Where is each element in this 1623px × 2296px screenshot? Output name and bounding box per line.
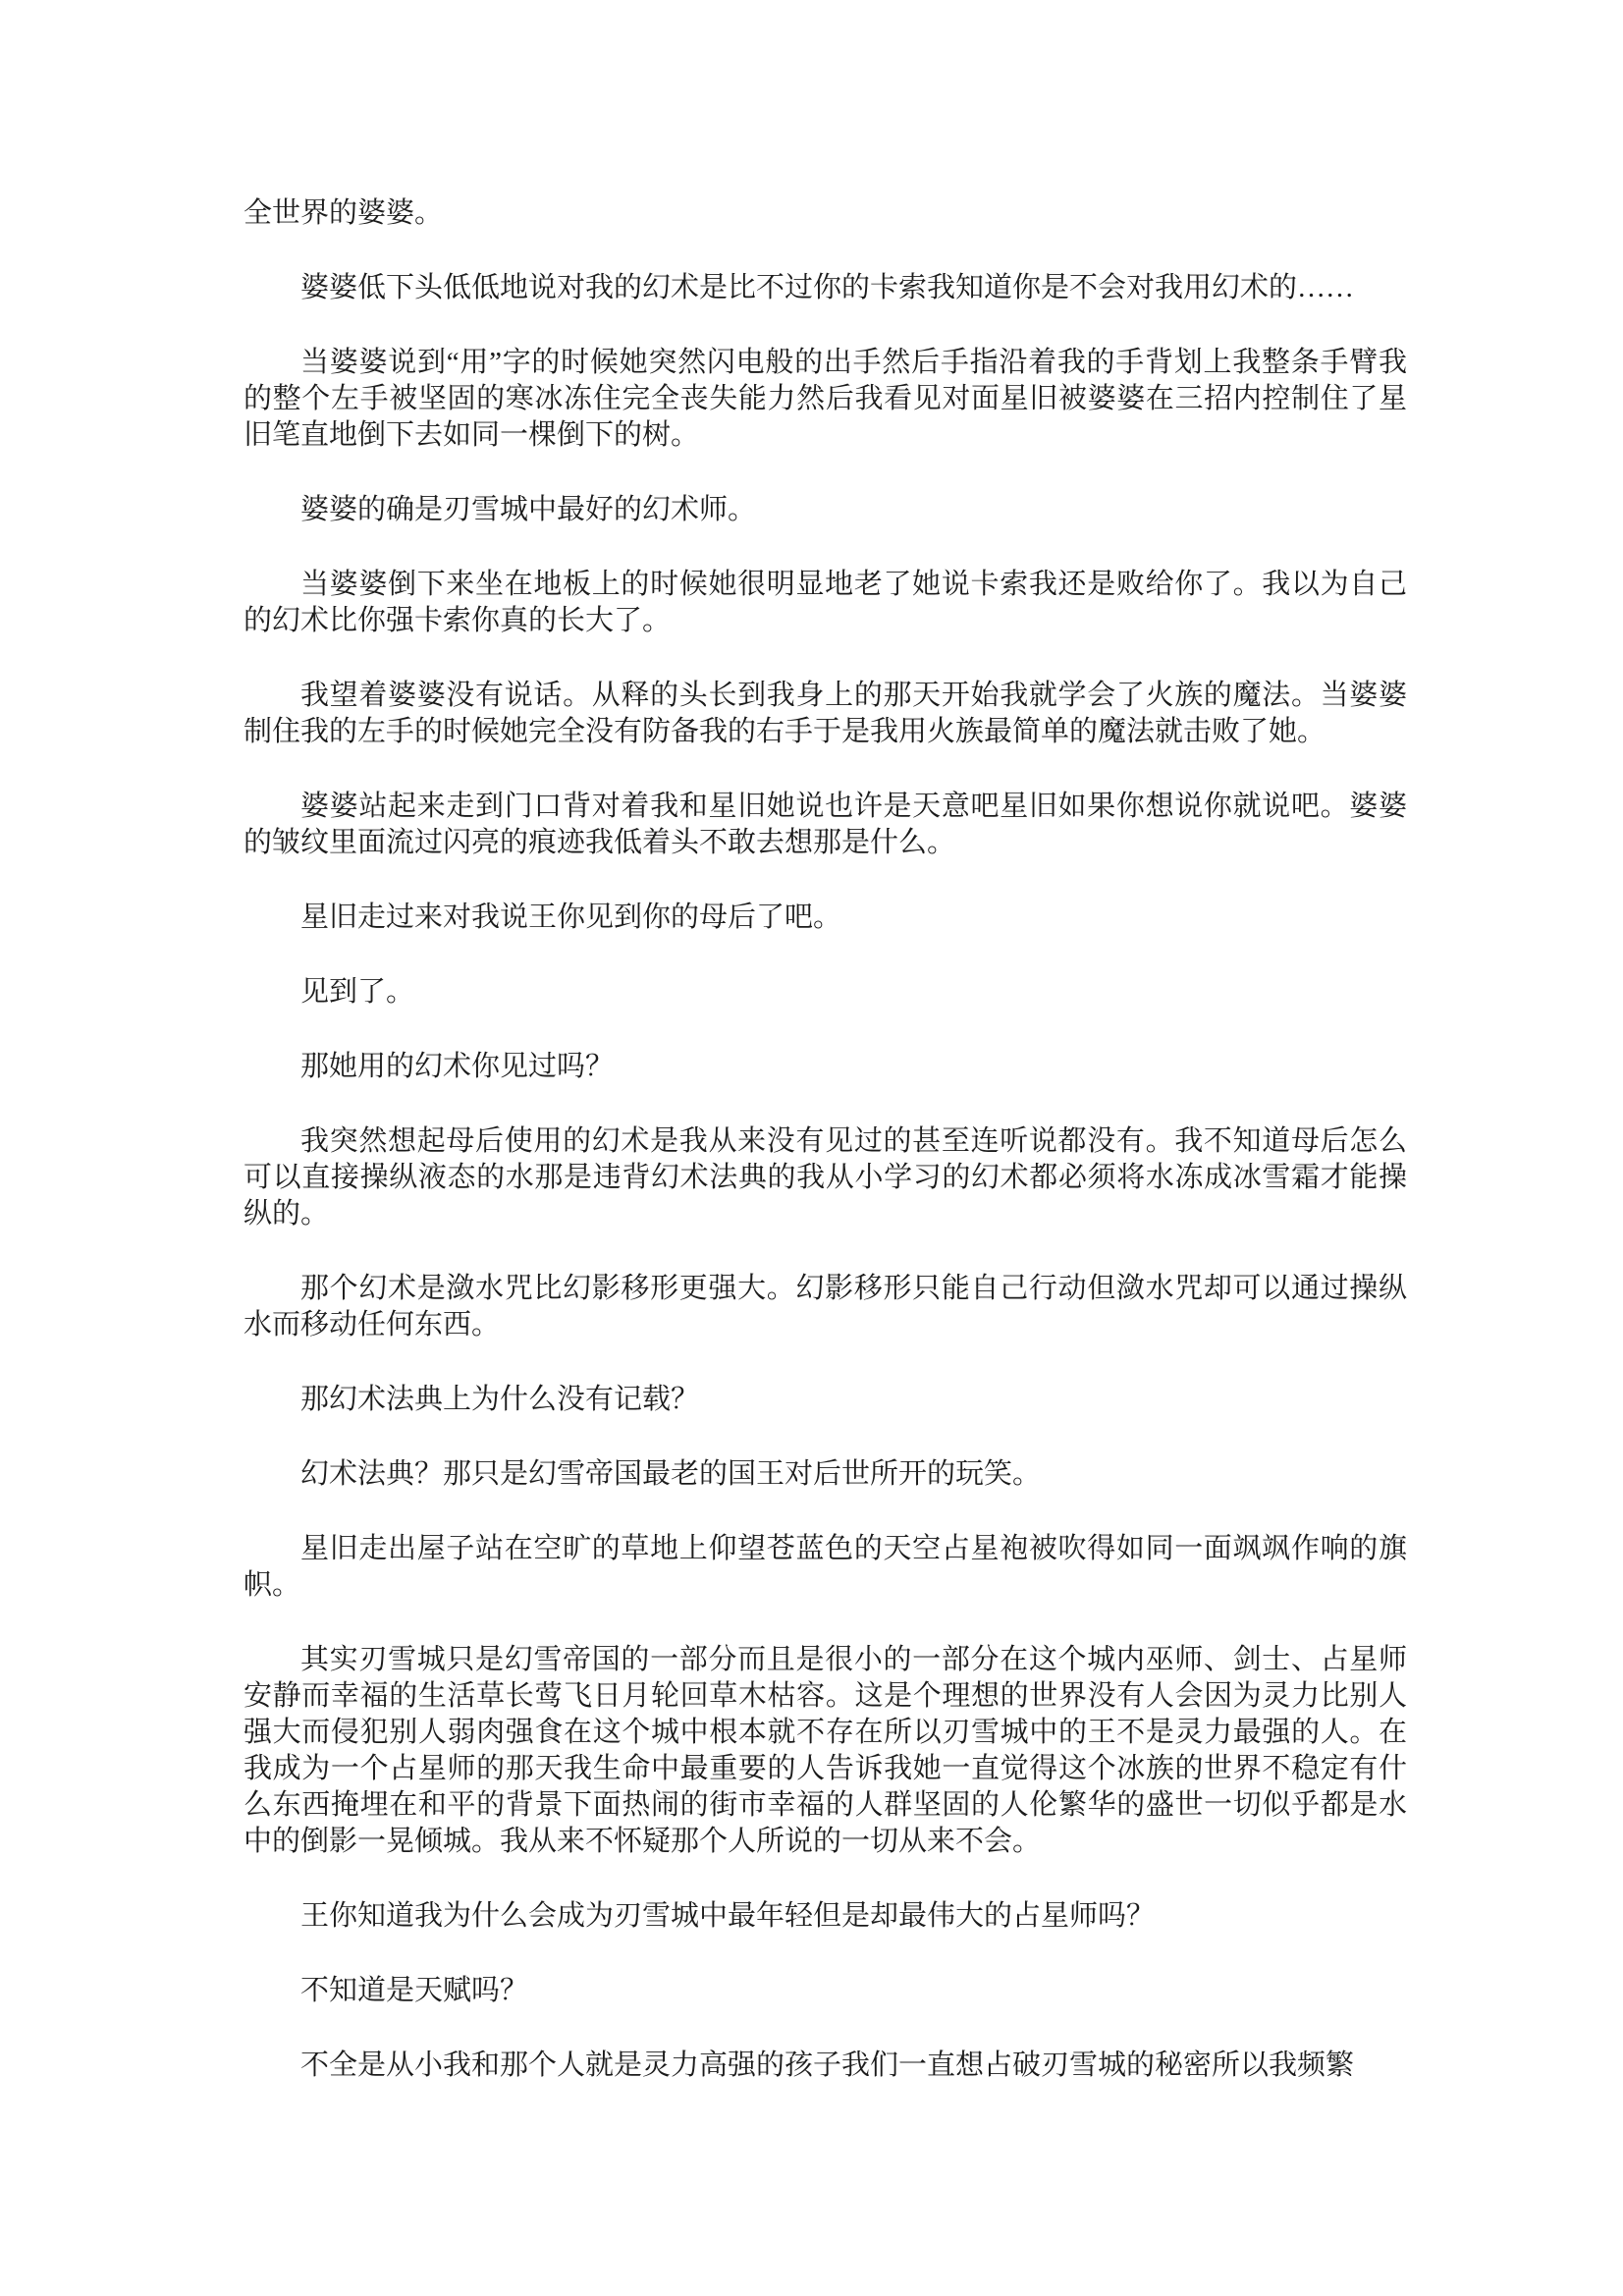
paragraph: 星旧走过来对我说王你见到你的母后了吧。 bbox=[300, 902, 842, 933]
paragraph: 全世界的婆婆。 bbox=[243, 197, 444, 229]
paragraph: 不全是从小我和那个人就是灵力高强的孩子我们一直想占破刃雪城的秘密所以我频繁 bbox=[300, 2050, 1355, 2081]
paragraph: 那幻术法典上为什么没有记载？ bbox=[300, 1384, 700, 1415]
paragraph: 婆婆站起来走到门口背对着我和星旧她说也许是天意吧星旧如果你想说你就说吧。婆婆的皱纹里面流过闪亮的痕迹我低着头不敢去想那是什么。 bbox=[243, 791, 1407, 858]
paragraph: 那个幻术是潋水咒比幻影移形更强大。幻影移形只能自己行动但潋水咒却可以通过操纵水而移动任何东西。 bbox=[243, 1273, 1407, 1340]
paragraph: 当婆婆说到“用”字的时候她突然闪电般的出手然后手指沿着我的手背划上我整条手臂我的整个左手被坚固的寒冰冻住完全丧失能力然后我看见对面星旧被婆婆在三招内控制住了星旧笔直地倒下去如同一棵倒下的树。 bbox=[243, 347, 1407, 451]
paragraph: 婆婆的确是刃雪城中最好的幻术师。 bbox=[300, 494, 757, 525]
paragraph: 其实刃雪城只是幻雪帝国的一部分而且是很小的一部分在这个城内巫师、剑士、占星师安静而幸福的生活草长莺飞日月轮回草木枯容。这是个理想的世界没有人会因为灵力比别人强大而侵犯别人弱肉强食在这个城中根本就不存在所以刃雪城中的王不是灵力最强的人。在我成为一个占星师的那天我生命中最重要的人告诉我她一直觉得这个冰族的世界不稳定有什么东西掩埋在和平的背景下面热闹的街市幸福的人群坚固的人伦繁华的盛世一切似乎都是水中的倒影一晃倾城。我从来不怀疑那个人所说的一切从来不会。 bbox=[243, 1644, 1407, 1857]
paragraph: 王你知道我为什么会成为刃雪城中最年轻但是却最伟大的占星师吗？ bbox=[300, 1900, 1156, 1932]
paragraph: 幻术法典？那只是幻雪帝国最老的国王对后世所开的玩笑。 bbox=[300, 1458, 1042, 1490]
paragraph: 那她用的幻术你见过吗？ bbox=[300, 1051, 615, 1082]
paragraph: 当婆婆倒下来坐在地板上的时候她很明显地老了她说卡索我还是败给你了。我以为自己的幻术比你强卡索你真的长大了。 bbox=[243, 569, 1407, 636]
paragraph: 婆婆低下头低低地说对我的幻术是比不过你的卡索我知道你是不会对我用幻术的…… bbox=[300, 272, 1355, 303]
page-text-body bbox=[243, 195, 1407, 2084]
paragraph: 我望着婆婆没有说话。从释的头长到我身上的那天开始我就学会了火族的魔法。当婆婆制住我的左手的时候她完全没有防备我的右手于是我用火族最简单的魔法就击败了她。 bbox=[243, 680, 1407, 747]
paragraph: 见到了。 bbox=[300, 976, 415, 1008]
paragraph: 星旧走出屋子站在空旷的草地上仰望苍蓝色的天空占星袍被吹得如同一面飒飒作响的旗帜。 bbox=[243, 1533, 1407, 1601]
paragraph: 我突然想起母后使用的幻术是我从来没有见过的甚至连听说都没有。我不知道母后怎么可以直接操纵液态的水那是违背幻术法典的我从小学习的幻术都必须将水冻成冰雪霜才能操纵的。 bbox=[243, 1125, 1407, 1230]
paragraph: 不知道是天赋吗？ bbox=[300, 1975, 529, 2006]
